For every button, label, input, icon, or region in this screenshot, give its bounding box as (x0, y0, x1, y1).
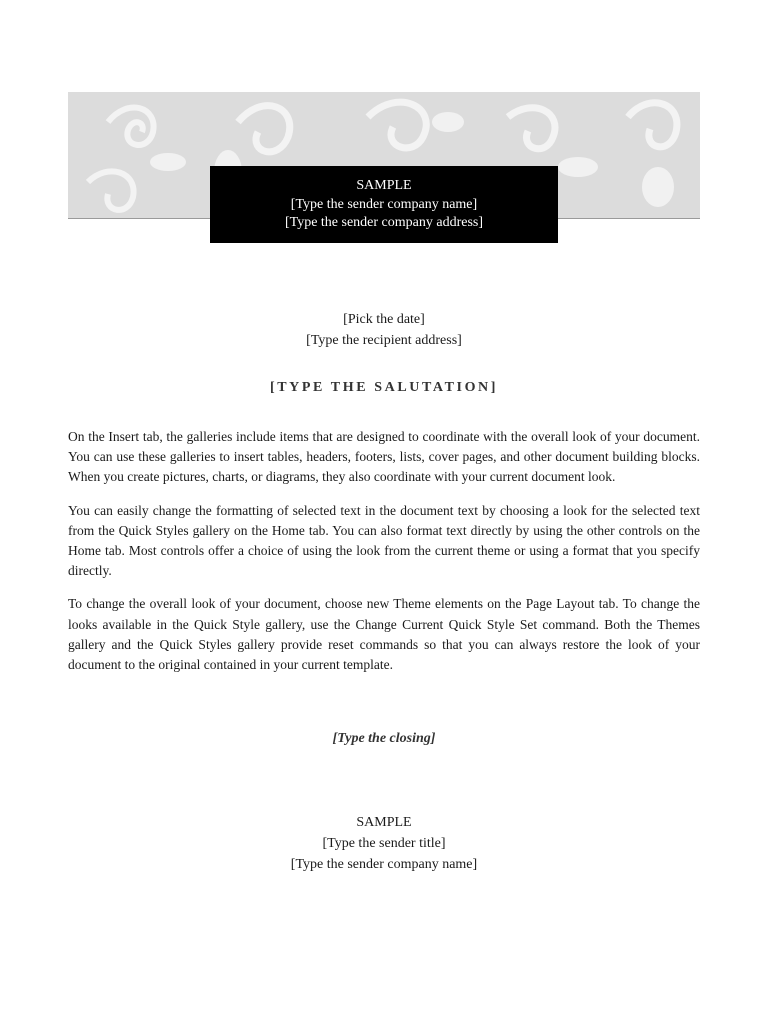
letterhead-box (210, 166, 558, 243)
body-paragraph[interactable]: You can easily change the formatting of selected text in the document text by choosing a look for the selected text from the Quick Styles gallery on the Home tab. You can also format text directly by using the other controls on the Home tab. Most controls offer a choice of using the look from the current theme or using a format that you specify directly. (68, 502, 700, 579)
signature-company-name-field[interactable]: [Type the sender company name] (290, 857, 478, 872)
sender-title-field[interactable]: [Type the sender title] (322, 836, 446, 851)
closing-field[interactable]: [Type the closing] (332, 731, 436, 746)
salutation-field[interactable]: [TYPE THE SALUTATION] (269, 380, 499, 395)
signature-name[interactable]: SAMPLE (356, 815, 412, 830)
body-paragraph[interactable]: On the Insert tab, the galleries include items that are designed to coordinate with the overall look of your document. You can use these galleries to insert tables, headers, footers, lists, cover pages, and other document building blocks. When you create pictures, charts, or diagrams, they also coordinate with your current document look. (68, 429, 700, 485)
recipient-address-field[interactable]: [Type the recipient address] (306, 333, 462, 348)
company-label[interactable]: SAMPLE (356, 178, 412, 193)
body-paragraph[interactable]: To change the overall look of your document, choose new Theme elements on the Page Layout tab. To change the looks available in the Quick Style gallery, use the Change Current Quick Style Set command. Both the Themes gallery and the Quick Styles gallery provide reset commands so that you can always restore the look of your document to the original contained in your current template. (68, 596, 700, 673)
letter-body (68, 427, 700, 688)
sender-company-address-field[interactable]: [Type the sender company address] (284, 215, 484, 230)
date-field[interactable]: [Pick the date] (343, 312, 425, 327)
sender-company-name-field[interactable]: [Type the sender company name] (290, 196, 478, 212)
